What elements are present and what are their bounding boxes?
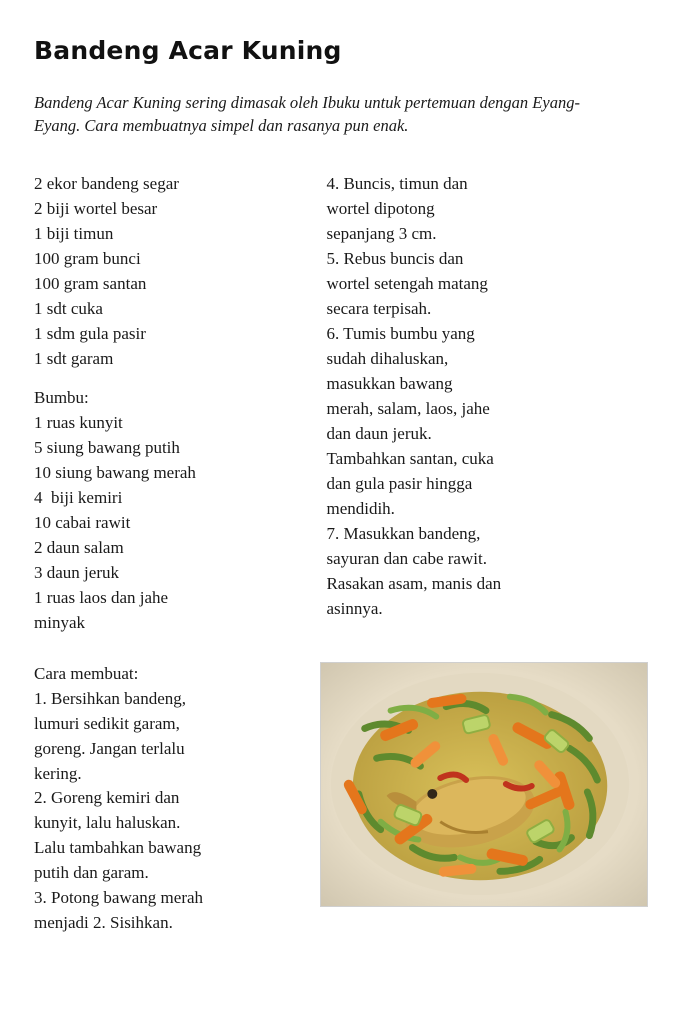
list-item: 5 siung bawang putih: [34, 437, 180, 457]
list-item: 2 biji wortel besar: [34, 198, 158, 218]
list-item: Rasakan asam, manis dan: [326, 573, 502, 593]
list-item: 2 ekor bandeng segar: [34, 173, 179, 193]
steps-left-column: [34, 662, 320, 937]
list-item: 1. Bersihkan bandeng,: [34, 688, 187, 708]
list-item: wortel dipotong: [326, 198, 435, 218]
list-item: merah, salam, laos, jahe: [326, 398, 490, 418]
list-item: wortel setengah matang: [326, 273, 488, 293]
list-item: Lalu tambahkan bawang: [34, 838, 202, 858]
list-item: lumuri sedikit garam,: [34, 713, 180, 733]
list-item: asinnya.: [326, 598, 383, 618]
list-item: 6. Tumis bumbu yang: [326, 323, 475, 343]
steps-left-list: [34, 687, 314, 937]
list-item: mendidih.: [326, 498, 395, 518]
list-item: dan gula pasir hingga: [326, 473, 473, 493]
list-item: 100 gram bunci: [34, 248, 141, 268]
spices-heading: Bumbu:: [34, 387, 89, 407]
list-item: dan daun jeruk.: [326, 423, 432, 443]
list-item: masukkan bawang: [326, 373, 453, 393]
list-item: 10 cabai rawit: [34, 512, 131, 532]
content-columns: [34, 172, 648, 636]
steps-right-list: [326, 172, 648, 622]
list-item: 4. Buncis, timun dan: [326, 173, 468, 193]
list-item: 1 ruas kunyit: [34, 412, 123, 432]
dish-illustration: [321, 663, 647, 906]
list-item: 1 ruas laos dan jahe: [34, 587, 169, 607]
list-item: goreng. Jangan terlalu: [34, 738, 185, 758]
list-item: 10 siung bawang merah: [34, 462, 196, 482]
ingredients-column: [34, 172, 326, 636]
steps-heading: Cara membuat:: [34, 663, 139, 683]
list-item: 1 sdt cuka: [34, 298, 103, 318]
list-item: 7. Masukkan bandeng,: [326, 523, 481, 543]
list-item: minyak: [34, 612, 85, 632]
list-item: 4 biji kemiri: [34, 487, 123, 507]
list-item: 100 gram santan: [34, 273, 147, 293]
list-item: 3 daun jeruk: [34, 562, 119, 582]
list-item: kering.: [34, 763, 82, 783]
bandeng-acar-kuning-photo: [320, 662, 648, 907]
list-item: menjadi 2. Sisihkan.: [34, 913, 173, 933]
list-item: kunyit, lalu haluskan.: [34, 813, 181, 833]
list-item: sudah dihaluskan,: [326, 348, 449, 368]
ingredients-list: [34, 172, 320, 372]
list-item: Tambahkan santan, cuka: [326, 448, 494, 468]
spices-list: [34, 411, 320, 636]
list-item: 3. Potong bawang merah: [34, 888, 204, 908]
lower-section: [34, 662, 648, 937]
list-item: sayuran dan cabe rawit.: [326, 548, 487, 568]
list-item: secara terpisah.: [326, 298, 432, 318]
list-item: 5. Rebus buncis dan: [326, 248, 464, 268]
list-item: 2. Goreng kemiri dan: [34, 788, 180, 808]
page-title: Bandeng Acar Kuning: [34, 36, 342, 65]
list-item: 1 biji timun: [34, 223, 114, 243]
list-item: 1 sdt garam: [34, 348, 114, 368]
steps-right-column: [326, 172, 648, 622]
intro-paragraph: Bandeng Acar Kuning sering dimasak oleh Ibuku untuk pertemuan dengan Eyang-Eyang. Cara membuatnya simpel dan rasanya pun enak.: [34, 93, 580, 136]
list-item: 1 sdm gula pasir: [34, 323, 146, 343]
list-item: 2 daun salam: [34, 537, 124, 557]
spacer: [34, 372, 320, 386]
list-item: sepanjang 3 cm.: [326, 223, 437, 243]
photo-container: [320, 662, 648, 907]
list-item: putih dan garam.: [34, 863, 149, 883]
